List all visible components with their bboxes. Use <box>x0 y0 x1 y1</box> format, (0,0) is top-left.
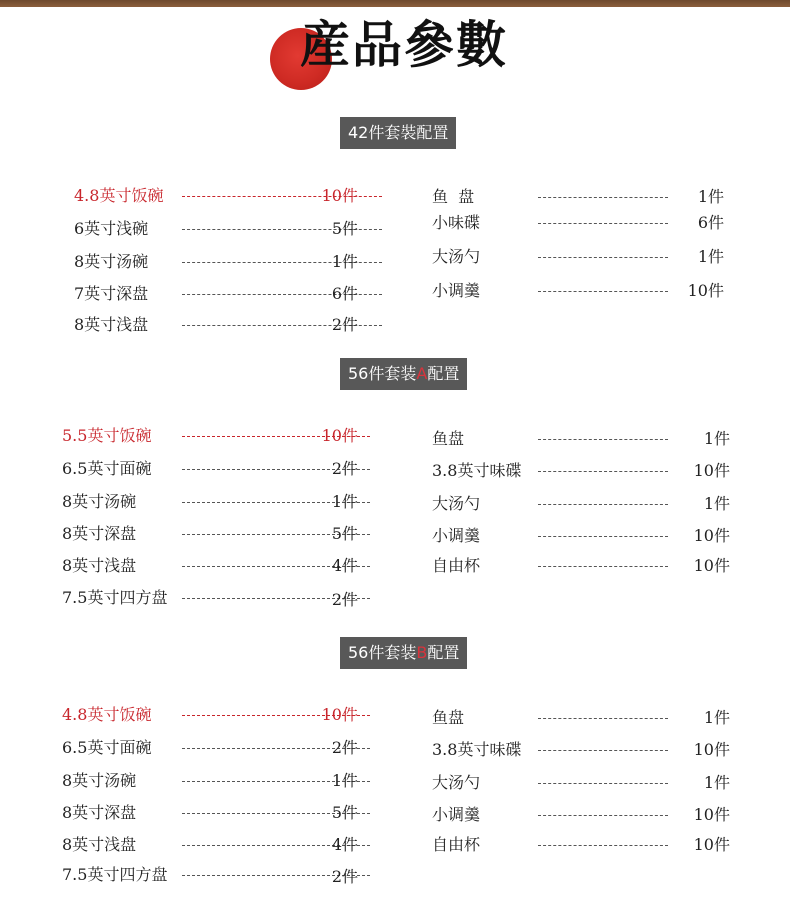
list-item <box>62 704 358 726</box>
item-qty: 2件 <box>331 315 358 334</box>
leader-line <box>538 815 668 816</box>
list-item <box>432 212 724 234</box>
section-label-text: 配置 <box>427 364 460 383</box>
item-name: 8英寸浅盘 <box>62 835 137 854</box>
list-item <box>62 458 358 480</box>
list-item <box>432 493 730 515</box>
item-name: 5.5英寸饭碗 <box>62 426 152 445</box>
leader-line <box>538 536 668 537</box>
list-item <box>432 186 724 208</box>
item-name: 4.8英寸饭碗 <box>62 705 152 724</box>
item-qty: 2件 <box>331 590 358 609</box>
item-name: 6.5英寸面碗 <box>62 459 152 478</box>
list-item <box>432 525 730 547</box>
list-item <box>62 587 358 609</box>
item-name: 自由杯 <box>432 556 481 575</box>
item-name: 7英寸深盘 <box>74 284 149 303</box>
list-item <box>74 185 358 207</box>
item-qty: 1件 <box>331 771 358 790</box>
item-qty: 6件 <box>331 284 358 303</box>
item-qty: 5件 <box>331 524 358 543</box>
item-qty: 10件 <box>693 740 730 759</box>
item-qty: 1件 <box>697 247 724 266</box>
item-name: 小调羹 <box>432 281 481 300</box>
item-name: 鱼盘 <box>432 708 465 727</box>
item-qty: 1件 <box>703 494 730 513</box>
list-item <box>62 834 358 856</box>
item-name: 4.8英寸饭碗 <box>74 186 164 205</box>
section-label-mark: A <box>416 364 428 383</box>
list-item <box>432 772 730 794</box>
item-qty: 10件 <box>687 281 724 300</box>
item-qty: 10件 <box>693 835 730 854</box>
leader-line <box>538 845 668 846</box>
item-name: 6英寸浅碗 <box>74 219 149 238</box>
leader-line <box>538 783 668 784</box>
item-qty: 10件 <box>693 556 730 575</box>
item-name: 8英寸浅盘 <box>62 556 137 575</box>
item-name: 3.8英寸味碟 <box>432 461 522 480</box>
list-item <box>62 425 358 447</box>
list-item <box>432 555 730 577</box>
item-qty: 2件 <box>331 867 358 886</box>
section-label-text: 配置 <box>427 643 460 662</box>
list-item <box>62 802 358 824</box>
list-item <box>62 737 358 759</box>
item-qty: 10件 <box>321 426 358 445</box>
section-label-mark: B <box>416 643 428 662</box>
item-name: 6.5英寸面碗 <box>62 738 152 757</box>
section-label-42: 42件套裝配置 <box>340 117 456 149</box>
item-name: 自由杯 <box>432 835 481 854</box>
item-qty: 10件 <box>693 526 730 545</box>
item-qty: 5件 <box>331 219 358 238</box>
leader-line <box>538 471 668 472</box>
item-qty: 10件 <box>321 705 358 724</box>
item-qty: 10件 <box>321 186 358 205</box>
list-item <box>74 283 358 305</box>
item-name: 小调羹 <box>432 805 481 824</box>
list-item <box>432 280 724 302</box>
leader-line <box>538 257 668 258</box>
list-item <box>62 864 358 886</box>
list-item <box>432 804 730 826</box>
item-qty: 1件 <box>703 429 730 448</box>
list-item <box>432 246 724 268</box>
item-name: 小调羹 <box>432 526 481 545</box>
item-qty: 2件 <box>331 738 358 757</box>
item-qty: 1件 <box>703 773 730 792</box>
item-qty: 1件 <box>697 187 724 206</box>
item-name: 7.5英寸四方盘 <box>62 588 168 607</box>
item-qty: 1件 <box>331 492 358 511</box>
list-item <box>74 251 358 273</box>
item-name: 3.8英寸味碟 <box>432 740 522 759</box>
item-qty: 1件 <box>331 252 358 271</box>
item-name: 8英寸深盘 <box>62 524 137 543</box>
list-item <box>432 834 730 856</box>
section-label-text: 56件套装 <box>348 643 417 662</box>
leader-line <box>538 223 668 224</box>
list-item <box>62 491 358 513</box>
leader-line <box>538 197 668 198</box>
item-qty: 6件 <box>697 213 724 232</box>
leader-line <box>538 750 668 751</box>
item-name: 8英寸浅盘 <box>74 315 149 334</box>
section-label-56b <box>340 637 467 669</box>
item-qty: 1件 <box>703 708 730 727</box>
list-item <box>62 523 358 545</box>
item-qty: 5件 <box>331 803 358 822</box>
leader-line <box>538 291 668 292</box>
section-label-text: 56件套装 <box>348 364 417 383</box>
item-name: 大汤勺 <box>432 247 481 266</box>
list-item <box>74 218 358 240</box>
item-name: 小味碟 <box>432 213 481 232</box>
item-name: 鱼盘 <box>432 429 465 448</box>
item-name: 8英寸汤碗 <box>74 252 149 271</box>
page-title: 産品參數 <box>300 15 508 74</box>
item-qty: 4件 <box>331 835 358 854</box>
item-qty: 2件 <box>331 459 358 478</box>
item-name: 鱼 盘 <box>432 187 475 206</box>
item-name: 8英寸汤碗 <box>62 771 137 790</box>
item-name: 8英寸汤碗 <box>62 492 137 511</box>
item-name: 8英寸深盘 <box>62 803 137 822</box>
leader-line <box>538 566 668 567</box>
list-item <box>62 555 358 577</box>
title-area <box>0 0 790 100</box>
item-name: 大汤勺 <box>432 773 481 792</box>
list-item <box>432 739 730 761</box>
leader-line <box>538 504 668 505</box>
list-item <box>432 707 730 729</box>
list-item <box>62 770 358 792</box>
item-qty: 4件 <box>331 556 358 575</box>
item-name: 大汤勺 <box>432 494 481 513</box>
list-item <box>74 314 358 336</box>
leader-line <box>538 439 668 440</box>
item-name: 7.5英寸四方盘 <box>62 865 168 884</box>
leader-line <box>538 718 668 719</box>
list-item <box>432 428 730 450</box>
section-label-56a <box>340 358 467 390</box>
list-item <box>432 460 730 482</box>
item-qty: 10件 <box>693 461 730 480</box>
item-qty: 10件 <box>693 805 730 824</box>
